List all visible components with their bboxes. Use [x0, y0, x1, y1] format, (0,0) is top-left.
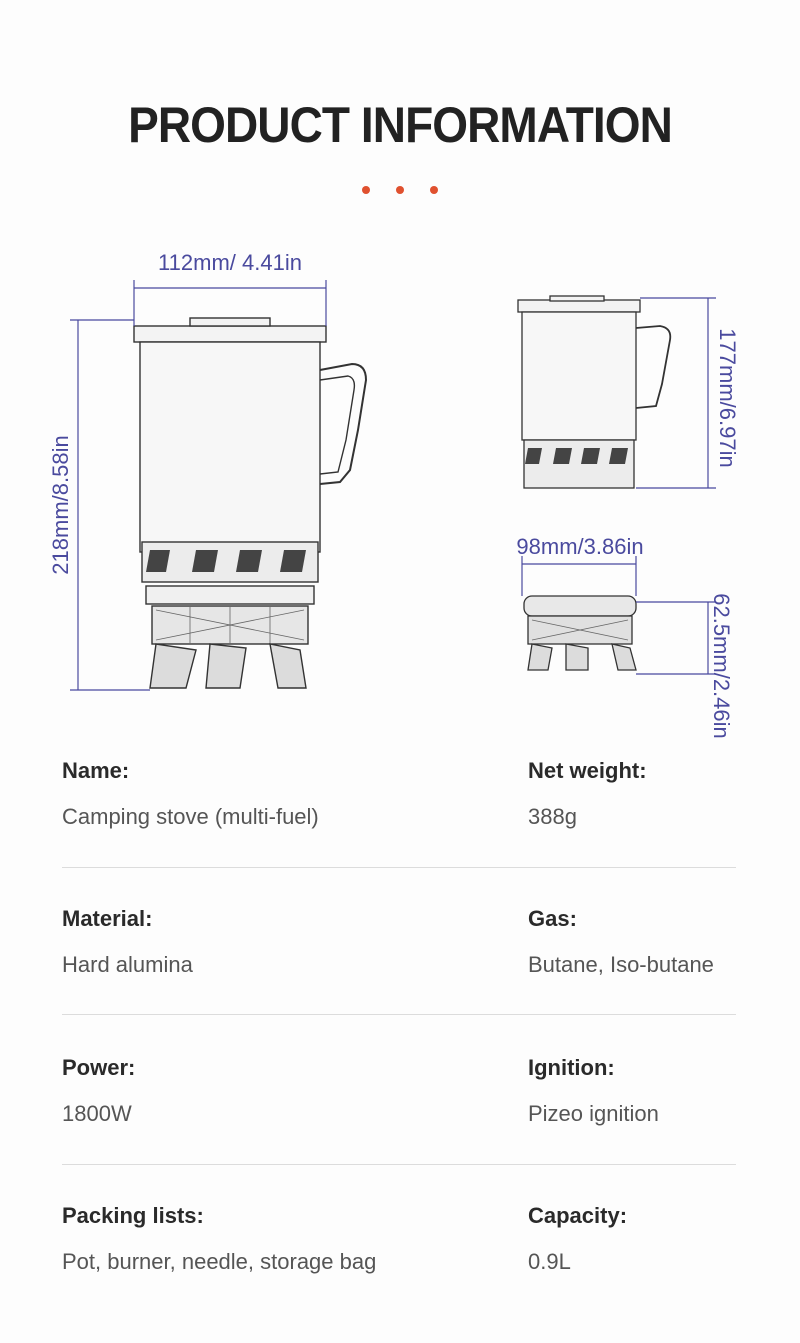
- spec-label: Ignition:: [528, 1055, 615, 1080]
- spec-label: Capacity:: [528, 1203, 628, 1228]
- height-burner-label: 62.5mm/2.46in: [709, 593, 734, 739]
- dot-icon: [396, 186, 404, 194]
- width-large-label: 112mm/ 4.41in: [158, 250, 302, 275]
- spec-row-name: [0, 758, 800, 898]
- spec-label: Packing lists:: [62, 1203, 204, 1228]
- product-dimension-diagram: [0, 230, 800, 750]
- spec-value: 388g: [528, 804, 577, 829]
- spec-value: 1800W: [62, 1101, 132, 1126]
- dot-icon: [430, 186, 438, 194]
- page-title: PRODUCT INFORMATION: [128, 97, 672, 153]
- burner-illustration: [524, 596, 636, 670]
- divider: [62, 867, 736, 868]
- height-pot-label: 177mm/6.97in: [715, 328, 740, 468]
- spec-row-power: [0, 1055, 800, 1195]
- spec-row-packing: [0, 1203, 800, 1343]
- assembled-stove-illustration: [134, 318, 366, 688]
- divider: [62, 1164, 736, 1165]
- spec-row-material: [0, 906, 800, 1046]
- spec-value: 0.9L: [528, 1249, 571, 1274]
- spec-value: Camping stove (multi-fuel): [62, 804, 319, 829]
- height-large-label: 218mm/8.58in: [48, 435, 73, 575]
- spec-label: Gas:: [528, 906, 577, 931]
- spec-value: Pizeo ignition: [528, 1101, 659, 1126]
- pot-illustration: [518, 296, 670, 488]
- width-burner-label: 98mm/3.86in: [516, 534, 644, 559]
- divider: [62, 1014, 736, 1015]
- spec-label: Power:: [62, 1055, 136, 1080]
- spec-label: Net weight:: [528, 758, 647, 783]
- dot-icon: [362, 186, 370, 194]
- spec-value: Hard alumina: [62, 952, 193, 977]
- spec-value: Butane, Iso-butane: [528, 952, 714, 977]
- spec-label: Name:: [62, 758, 130, 783]
- spec-label: Material:: [62, 906, 153, 931]
- decorative-dots: [0, 186, 800, 200]
- spec-value: Pot, burner, needle, storage bag: [62, 1249, 377, 1274]
